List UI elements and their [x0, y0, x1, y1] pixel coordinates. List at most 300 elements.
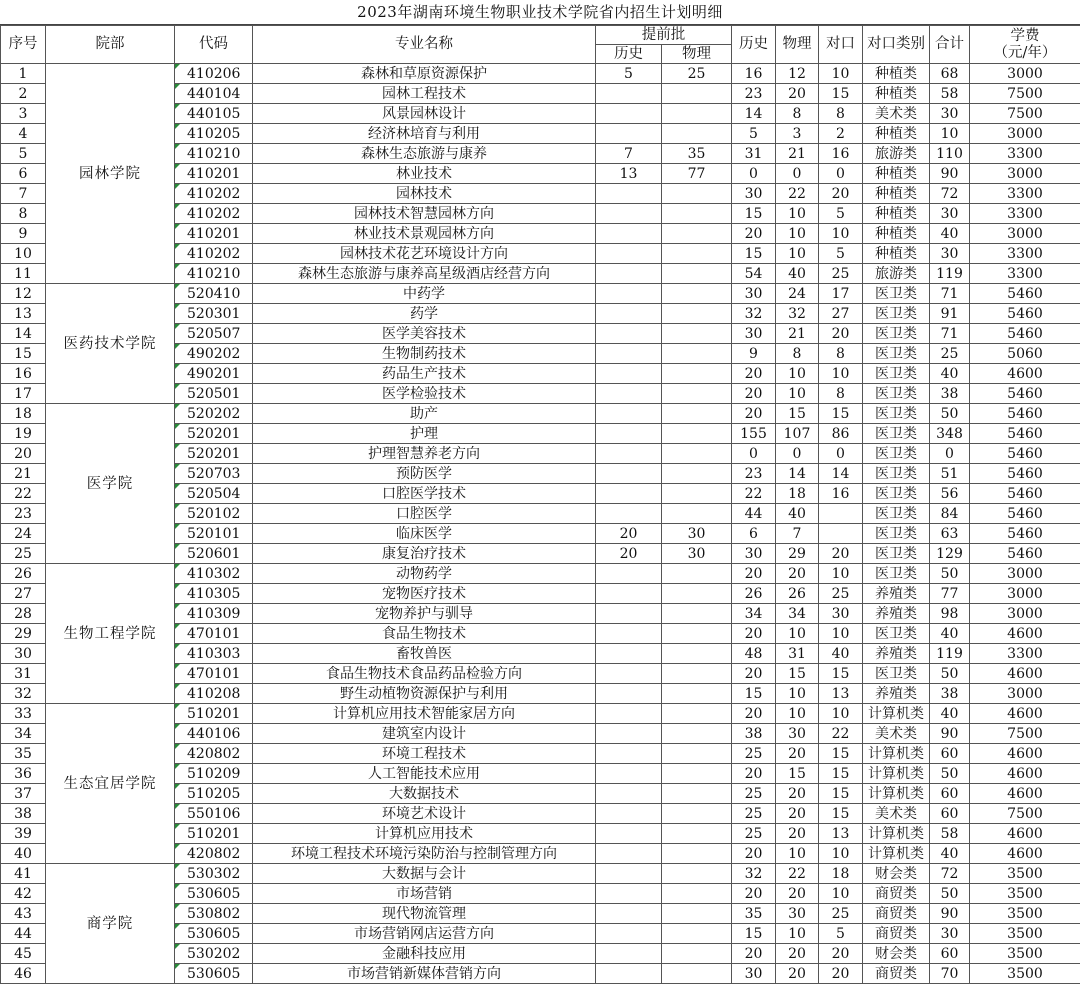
- major-cell: 森林和草原资源保护: [253, 64, 596, 84]
- early-physics-cell: [662, 764, 732, 784]
- early-history-cell: [596, 724, 662, 744]
- early-history-cell: [596, 904, 662, 924]
- duikou-category-cell: 医卫类: [863, 484, 930, 504]
- history-cell: 32: [732, 864, 776, 884]
- seq-cell: 18: [1, 404, 46, 424]
- duikou-category-cell: 计算机类: [863, 784, 930, 804]
- seq-cell: 36: [1, 764, 46, 784]
- physics-cell: 15: [776, 664, 819, 684]
- physics-cell: 30: [776, 724, 819, 744]
- total-cell: 84: [930, 504, 970, 524]
- total-cell: 25: [930, 344, 970, 364]
- header-duikou: 对口: [819, 26, 863, 64]
- early-physics-cell: [662, 484, 732, 504]
- physics-cell: 15: [776, 404, 819, 424]
- total-cell: 129: [930, 544, 970, 564]
- code-cell: 530302: [175, 864, 253, 884]
- physics-cell: 3: [776, 124, 819, 144]
- duikou-cell: 40: [819, 644, 863, 664]
- physics-cell: 12: [776, 64, 819, 84]
- duikou-cell: 8: [819, 344, 863, 364]
- duikou-category-cell: 医卫类: [863, 464, 930, 484]
- enrollment-table: [0, 25, 1080, 984]
- history-cell: 30: [732, 964, 776, 984]
- major-cell: 计算机应用技术: [253, 824, 596, 844]
- early-physics-cell: [662, 424, 732, 444]
- code-cell: 440104: [175, 84, 253, 104]
- major-cell: 林业技术: [253, 164, 596, 184]
- fee-cell: 5460: [970, 504, 1080, 524]
- duikou-cell: 10: [819, 704, 863, 724]
- history-cell: 20: [732, 224, 776, 244]
- code-cell: 410202: [175, 184, 253, 204]
- early-history-cell: [596, 964, 662, 984]
- total-cell: 90: [930, 724, 970, 744]
- duikou-category-cell: 医卫类: [863, 664, 930, 684]
- major-cell: 宠物养护与驯导: [253, 604, 596, 624]
- seq-cell: 4: [1, 124, 46, 144]
- history-cell: 25: [732, 824, 776, 844]
- code-cell: 520410: [175, 284, 253, 304]
- physics-cell: 21: [776, 324, 819, 344]
- early-history-cell: [596, 264, 662, 284]
- physics-cell: 40: [776, 264, 819, 284]
- duikou-cell: 15: [819, 784, 863, 804]
- duikou-category-cell: 财会类: [863, 864, 930, 884]
- code-cell: 520504: [175, 484, 253, 504]
- history-cell: 20: [732, 664, 776, 684]
- early-physics-cell: 35: [662, 144, 732, 164]
- fee-cell: 3000: [970, 604, 1080, 624]
- fee-cell: 7500: [970, 84, 1080, 104]
- early-history-cell: [596, 424, 662, 444]
- history-cell: 23: [732, 464, 776, 484]
- header-physics: 物理: [776, 26, 819, 64]
- duikou-category-cell: 医卫类: [863, 524, 930, 544]
- fee-cell: 4600: [970, 704, 1080, 724]
- code-cell: 510205: [175, 784, 253, 804]
- physics-cell: 20: [776, 564, 819, 584]
- duikou-category-cell: 医卫类: [863, 424, 930, 444]
- department-cell: 医学院: [46, 404, 175, 564]
- seq-cell: 13: [1, 304, 46, 324]
- seq-cell: 5: [1, 144, 46, 164]
- early-history-cell: [596, 384, 662, 404]
- early-history-cell: [596, 124, 662, 144]
- history-cell: 0: [732, 444, 776, 464]
- seq-cell: 40: [1, 844, 46, 864]
- seq-cell: 21: [1, 464, 46, 484]
- duikou-cell: 16: [819, 484, 863, 504]
- history-cell: 20: [732, 404, 776, 424]
- early-history-cell: 13: [596, 164, 662, 184]
- history-cell: 23: [732, 84, 776, 104]
- early-physics-cell: [662, 664, 732, 684]
- department-cell: 园林学院: [46, 64, 175, 284]
- header-major: 专业名称: [253, 26, 596, 64]
- duikou-cell: 27: [819, 304, 863, 324]
- duikou-cell: 0: [819, 164, 863, 184]
- duikou-cell: 10: [819, 884, 863, 904]
- duikou-category-cell: 种植类: [863, 184, 930, 204]
- seq-cell: 29: [1, 624, 46, 644]
- early-physics-cell: [662, 784, 732, 804]
- early-physics-cell: [662, 264, 732, 284]
- early-history-cell: [596, 824, 662, 844]
- fee-cell: 4600: [970, 764, 1080, 784]
- seq-cell: 12: [1, 284, 46, 304]
- early-physics-cell: [662, 904, 732, 924]
- duikou-category-cell: 计算机类: [863, 824, 930, 844]
- history-cell: 16: [732, 64, 776, 84]
- physics-cell: 15: [776, 764, 819, 784]
- history-cell: 0: [732, 164, 776, 184]
- total-cell: 30: [930, 104, 970, 124]
- seq-cell: 26: [1, 564, 46, 584]
- seq-cell: 33: [1, 704, 46, 724]
- major-cell: 森林生态旅游与康养: [253, 144, 596, 164]
- major-cell: 环境工程技术环境污染防治与控制管理方向: [253, 844, 596, 864]
- fee-cell: 5460: [970, 464, 1080, 484]
- code-cell: 550106: [175, 804, 253, 824]
- early-history-cell: [596, 664, 662, 684]
- seq-cell: 23: [1, 504, 46, 524]
- early-physics-cell: [662, 724, 732, 744]
- physics-cell: 29: [776, 544, 819, 564]
- header-early-physics: 物理: [662, 45, 732, 64]
- seq-cell: 34: [1, 724, 46, 744]
- duikou-cell: 0: [819, 444, 863, 464]
- physics-cell: 10: [776, 624, 819, 644]
- early-physics-cell: [662, 804, 732, 824]
- duikou-cell: 5: [819, 244, 863, 264]
- major-cell: 助产: [253, 404, 596, 424]
- duikou-cell: 10: [819, 844, 863, 864]
- major-cell: 环境工程技术: [253, 744, 596, 764]
- early-history-cell: [596, 224, 662, 244]
- seq-cell: 2: [1, 84, 46, 104]
- duikou-category-cell: 医卫类: [863, 344, 930, 364]
- physics-cell: 0: [776, 164, 819, 184]
- total-cell: 38: [930, 684, 970, 704]
- total-cell: 30: [930, 924, 970, 944]
- seq-cell: 15: [1, 344, 46, 364]
- major-cell: 宠物医疗技术: [253, 584, 596, 604]
- fee-cell: 5460: [970, 424, 1080, 444]
- early-physics-cell: [662, 644, 732, 664]
- duikou-category-cell: 养殖类: [863, 684, 930, 704]
- fee-cell: 7500: [970, 804, 1080, 824]
- early-history-cell: 20: [596, 524, 662, 544]
- duikou-category-cell: 医卫类: [863, 544, 930, 564]
- code-cell: 520102: [175, 504, 253, 524]
- seq-cell: 14: [1, 324, 46, 344]
- seq-cell: 41: [1, 864, 46, 884]
- table-row: [1, 284, 1080, 304]
- duikou-cell: [819, 504, 863, 524]
- early-physics-cell: [662, 324, 732, 344]
- duikou-cell: 13: [819, 824, 863, 844]
- seq-cell: 7: [1, 184, 46, 204]
- early-history-cell: [596, 764, 662, 784]
- code-cell: 410202: [175, 204, 253, 224]
- history-cell: 20: [732, 564, 776, 584]
- fee-cell: 7500: [970, 104, 1080, 124]
- seq-cell: 8: [1, 204, 46, 224]
- major-cell: 野生动植物资源保护与利用: [253, 684, 596, 704]
- duikou-cell: 25: [819, 584, 863, 604]
- duikou-cell: 15: [819, 84, 863, 104]
- physics-cell: 30: [776, 904, 819, 924]
- major-cell: 金融科技应用: [253, 944, 596, 964]
- fee-cell: 3300: [970, 644, 1080, 664]
- total-cell: 0: [930, 444, 970, 464]
- duikou-category-cell: 计算机类: [863, 844, 930, 864]
- early-physics-cell: [662, 744, 732, 764]
- code-cell: 470101: [175, 664, 253, 684]
- early-physics-cell: [662, 504, 732, 524]
- fee-cell: 5460: [970, 524, 1080, 544]
- code-cell: 520101: [175, 524, 253, 544]
- total-cell: 98: [930, 604, 970, 624]
- early-physics-cell: [662, 344, 732, 364]
- physics-cell: 22: [776, 184, 819, 204]
- history-cell: 155: [732, 424, 776, 444]
- early-physics-cell: [662, 704, 732, 724]
- early-history-cell: [596, 644, 662, 664]
- early-history-cell: [596, 604, 662, 624]
- code-cell: 530605: [175, 884, 253, 904]
- code-cell: 410305: [175, 584, 253, 604]
- major-cell: 食品生物技术食品药品检验方向: [253, 664, 596, 684]
- fee-cell: 3000: [970, 64, 1080, 84]
- seq-cell: 27: [1, 584, 46, 604]
- duikou-category-cell: 商贸类: [863, 904, 930, 924]
- major-cell: 建筑室内设计: [253, 724, 596, 744]
- code-cell: 440106: [175, 724, 253, 744]
- total-cell: 60: [930, 944, 970, 964]
- major-cell: 口腔医学: [253, 504, 596, 524]
- early-physics-cell: [662, 584, 732, 604]
- early-physics-cell: [662, 684, 732, 704]
- sheet-title: 2023年湖南环境生物职业技术学院省内招生计划明细: [0, 0, 1080, 25]
- early-physics-cell: [662, 864, 732, 884]
- major-cell: 环境艺术设计: [253, 804, 596, 824]
- total-cell: 60: [930, 784, 970, 804]
- major-cell: 园林技术智慧园林方向: [253, 204, 596, 224]
- history-cell: 15: [732, 924, 776, 944]
- total-cell: 119: [930, 264, 970, 284]
- total-cell: 40: [930, 624, 970, 644]
- duikou-cell: 15: [819, 764, 863, 784]
- duikou-category-cell: 美术类: [863, 104, 930, 124]
- duikou-category-cell: 美术类: [863, 724, 930, 744]
- duikou-category-cell: 商贸类: [863, 924, 930, 944]
- seq-cell: 38: [1, 804, 46, 824]
- major-cell: 林业技术景观园林方向: [253, 224, 596, 244]
- major-cell: 护理智慧养老方向: [253, 444, 596, 464]
- code-cell: 410210: [175, 144, 253, 164]
- header-fee-label: 学费: [970, 28, 1080, 45]
- duikou-category-cell: 医卫类: [863, 624, 930, 644]
- major-cell: 现代物流管理: [253, 904, 596, 924]
- early-history-cell: [596, 564, 662, 584]
- physics-cell: 21: [776, 144, 819, 164]
- seq-cell: 20: [1, 444, 46, 464]
- early-physics-cell: [662, 224, 732, 244]
- fee-cell: 3500: [970, 884, 1080, 904]
- duikou-cell: 10: [819, 624, 863, 644]
- major-cell: 园林技术: [253, 184, 596, 204]
- total-cell: 40: [930, 364, 970, 384]
- physics-cell: 10: [776, 684, 819, 704]
- major-cell: 畜牧兽医: [253, 644, 596, 664]
- seq-cell: 24: [1, 524, 46, 544]
- fee-cell: 5460: [970, 404, 1080, 424]
- code-cell: 520301: [175, 304, 253, 324]
- history-cell: 20: [732, 844, 776, 864]
- total-cell: 51: [930, 464, 970, 484]
- seq-cell: 45: [1, 944, 46, 964]
- duikou-category-cell: 种植类: [863, 84, 930, 104]
- duikou-category-cell: 养殖类: [863, 644, 930, 664]
- total-cell: 30: [930, 244, 970, 264]
- fee-cell: 4600: [970, 664, 1080, 684]
- early-history-cell: [596, 744, 662, 764]
- total-cell: 71: [930, 324, 970, 344]
- early-history-cell: [596, 924, 662, 944]
- table-row: [1, 64, 1080, 84]
- early-physics-cell: [662, 124, 732, 144]
- header-duikou-category: 对口类别: [863, 26, 930, 64]
- physics-cell: 8: [776, 344, 819, 364]
- duikou-cell: 20: [819, 964, 863, 984]
- total-cell: 10: [930, 124, 970, 144]
- history-cell: 26: [732, 584, 776, 604]
- early-physics-cell: [662, 244, 732, 264]
- fee-cell: 5460: [970, 304, 1080, 324]
- duikou-cell: 25: [819, 264, 863, 284]
- physics-cell: 10: [776, 224, 819, 244]
- physics-cell: 24: [776, 284, 819, 304]
- duikou-cell: 20: [819, 944, 863, 964]
- seq-cell: 30: [1, 644, 46, 664]
- fee-cell: 3000: [970, 584, 1080, 604]
- duikou-category-cell: 计算机类: [863, 764, 930, 784]
- code-cell: 410205: [175, 124, 253, 144]
- duikou-cell: 15: [819, 664, 863, 684]
- code-cell: 530802: [175, 904, 253, 924]
- total-cell: 60: [930, 744, 970, 764]
- seq-cell: 31: [1, 664, 46, 684]
- early-physics-cell: [662, 604, 732, 624]
- fee-cell: 3300: [970, 244, 1080, 264]
- early-history-cell: [596, 244, 662, 264]
- early-history-cell: 7: [596, 144, 662, 164]
- duikou-cell: 18: [819, 864, 863, 884]
- early-physics-cell: [662, 924, 732, 944]
- early-history-cell: [596, 864, 662, 884]
- early-history-cell: [596, 484, 662, 504]
- fee-cell: 4600: [970, 844, 1080, 864]
- code-cell: 410309: [175, 604, 253, 624]
- code-cell: 440105: [175, 104, 253, 124]
- physics-cell: 32: [776, 304, 819, 324]
- total-cell: 60: [930, 804, 970, 824]
- early-history-cell: 5: [596, 64, 662, 84]
- fee-cell: 4600: [970, 624, 1080, 644]
- physics-cell: 10: [776, 204, 819, 224]
- history-cell: 30: [732, 324, 776, 344]
- duikou-cell: 5: [819, 204, 863, 224]
- table-row: [1, 564, 1080, 584]
- major-cell: 预防医学: [253, 464, 596, 484]
- major-cell: 临床医学: [253, 524, 596, 544]
- early-history-cell: [596, 344, 662, 364]
- major-cell: 市场营销: [253, 884, 596, 904]
- duikou-cell: 15: [819, 744, 863, 764]
- major-cell: 康复治疗技术: [253, 544, 596, 564]
- duikou-category-cell: 医卫类: [863, 564, 930, 584]
- total-cell: 90: [930, 904, 970, 924]
- physics-cell: 14: [776, 464, 819, 484]
- duikou-category-cell: 种植类: [863, 64, 930, 84]
- table-body: [1, 64, 1080, 984]
- duikou-category-cell: 医卫类: [863, 504, 930, 524]
- history-cell: 15: [732, 684, 776, 704]
- duikou-cell: 8: [819, 384, 863, 404]
- history-cell: 20: [732, 764, 776, 784]
- header-history: 历史: [732, 26, 776, 64]
- fee-cell: 4600: [970, 744, 1080, 764]
- history-cell: 5: [732, 124, 776, 144]
- history-cell: 20: [732, 944, 776, 964]
- duikou-category-cell: 医卫类: [863, 384, 930, 404]
- fee-cell: 4600: [970, 364, 1080, 384]
- history-cell: 30: [732, 544, 776, 564]
- total-cell: 58: [930, 824, 970, 844]
- fee-cell: 4600: [970, 824, 1080, 844]
- code-cell: 410302: [175, 564, 253, 584]
- seq-cell: 1: [1, 64, 46, 84]
- major-cell: 医学美容技术: [253, 324, 596, 344]
- duikou-category-cell: 旅游类: [863, 264, 930, 284]
- early-history-cell: [596, 944, 662, 964]
- physics-cell: 0: [776, 444, 819, 464]
- physics-cell: 10: [776, 244, 819, 264]
- physics-cell: 10: [776, 924, 819, 944]
- duikou-category-cell: 旅游类: [863, 144, 930, 164]
- duikou-cell: 14: [819, 464, 863, 484]
- early-history-cell: [596, 584, 662, 604]
- code-cell: 490201: [175, 364, 253, 384]
- total-cell: 63: [930, 524, 970, 544]
- major-cell: 动物药学: [253, 564, 596, 584]
- fee-cell: 3300: [970, 184, 1080, 204]
- code-cell: 510201: [175, 704, 253, 724]
- physics-cell: 10: [776, 364, 819, 384]
- seq-cell: 46: [1, 964, 46, 984]
- fee-cell: 3000: [970, 164, 1080, 184]
- code-cell: 420802: [175, 844, 253, 864]
- fee-cell: 3500: [970, 944, 1080, 964]
- seq-cell: 9: [1, 224, 46, 244]
- total-cell: 50: [930, 664, 970, 684]
- fee-cell: 5460: [970, 544, 1080, 564]
- duikou-category-cell: 美术类: [863, 804, 930, 824]
- major-cell: 市场营销新媒体营销方向: [253, 964, 596, 984]
- physics-cell: 20: [776, 784, 819, 804]
